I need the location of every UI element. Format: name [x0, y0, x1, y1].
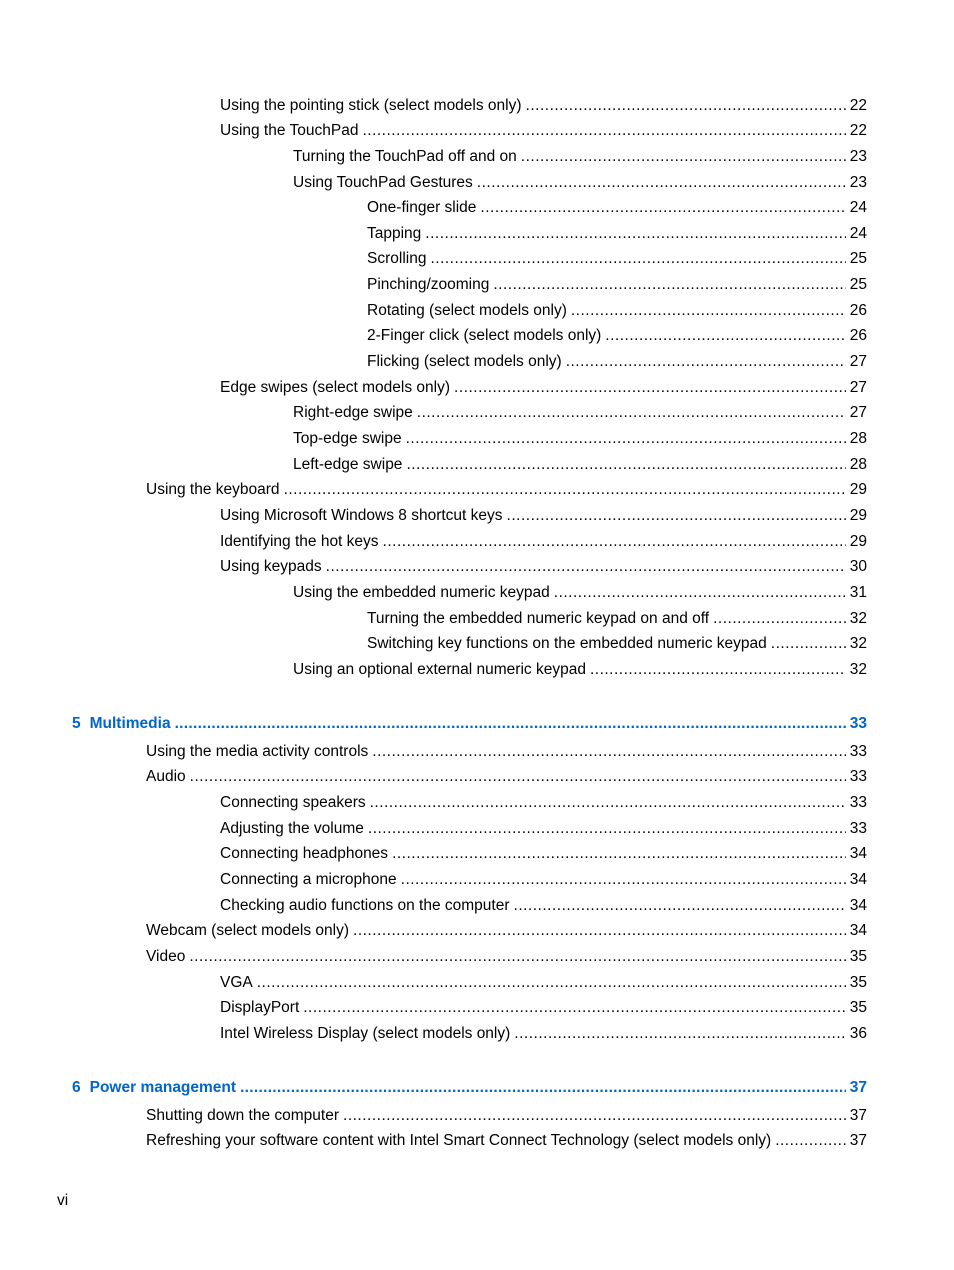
- toc-entry-title: 2-Finger click (select models only): [367, 327, 602, 344]
- toc-page-number: 26: [849, 327, 867, 344]
- toc-entry-title: Connecting a microphone: [220, 871, 397, 888]
- toc-entry[interactable]: [293, 660, 867, 680]
- dot-leader: [368, 819, 846, 839]
- toc-page-number: 27: [849, 379, 867, 396]
- toc-page-number: 30: [849, 558, 867, 575]
- dot-leader: [406, 429, 846, 449]
- toc-entry-title: Adjusting the volume: [220, 820, 364, 837]
- toc-entry-title: Identifying the hot keys: [220, 533, 379, 550]
- dot-leader: [590, 660, 846, 680]
- dot-leader: [343, 1106, 846, 1126]
- dot-leader: [713, 609, 846, 629]
- toc-entry[interactable]: [220, 998, 867, 1018]
- dot-leader: [771, 634, 846, 654]
- toc-entry-title: Connecting speakers: [220, 794, 366, 811]
- toc-entry[interactable]: [146, 480, 867, 500]
- dot-leader: [454, 378, 846, 398]
- toc-page-number: 29: [849, 533, 867, 550]
- toc-page-number: 33: [849, 715, 867, 732]
- toc-page-number: 22: [849, 97, 867, 114]
- dot-leader: [383, 532, 846, 552]
- dot-leader: [775, 1131, 846, 1151]
- toc-chapter-multimedia[interactable]: [72, 714, 867, 734]
- toc-entry-title: Checking audio functions on the computer: [220, 897, 510, 914]
- toc-page-number: 35: [849, 948, 867, 965]
- toc-entry[interactable]: [220, 506, 867, 526]
- toc-page-number: 34: [849, 845, 867, 862]
- dot-leader: [526, 96, 846, 116]
- toc-page-number: 25: [849, 276, 867, 293]
- toc-page-number: 34: [849, 922, 867, 939]
- toc-entry[interactable]: [220, 96, 867, 116]
- toc-entry-title: Using keypads: [220, 558, 322, 575]
- toc-entry-title: Rotating (select models only): [367, 302, 567, 319]
- toc-entry-title: Top-edge swipe: [293, 430, 402, 447]
- toc-entry[interactable]: [367, 198, 867, 218]
- toc-entry-title: Using TouchPad Gestures: [293, 174, 473, 191]
- toc-entry-title: Webcam (select models only): [146, 922, 350, 939]
- toc-entry-title: Right-edge swipe: [293, 404, 413, 421]
- toc-page-number: 37: [849, 1132, 867, 1149]
- toc-entry-title: Using the keyboard: [146, 481, 280, 498]
- toc-page-number: 33: [849, 794, 867, 811]
- toc-entry[interactable]: [220, 973, 867, 993]
- toc-chapter-title: [72, 714, 171, 734]
- toc-entry-title: Intel Wireless Display (select models only): [220, 1025, 511, 1042]
- toc-entry-title: Using the pointing stick (select models only): [220, 97, 522, 114]
- toc-entry-title: Scrolling: [367, 250, 427, 267]
- chapter-name: Multimedia: [89, 715, 171, 732]
- toc-entry[interactable]: [220, 844, 867, 864]
- toc-page-number: 28: [849, 456, 867, 473]
- toc-page-number: 36: [849, 1025, 867, 1042]
- toc-chapter-title: [72, 1078, 236, 1098]
- toc-entry-title: Switching key functions on the embedded numeric keypad: [367, 635, 767, 652]
- toc-entry-title: Using the media activity controls: [146, 743, 369, 760]
- toc-entry[interactable]: [367, 224, 867, 244]
- dot-leader: [605, 326, 845, 346]
- toc-entry-title: Using the TouchPad: [220, 122, 359, 139]
- dot-leader: [257, 973, 846, 993]
- toc-entry[interactable]: [367, 634, 867, 654]
- toc-page-number: 27: [849, 353, 867, 370]
- toc-chapter-power-management[interactable]: [72, 1078, 867, 1098]
- toc-page-number: 32: [849, 610, 867, 627]
- toc-page-number: 31: [849, 584, 867, 601]
- toc-page-number: 24: [849, 225, 867, 242]
- toc-entry[interactable]: [220, 557, 867, 577]
- dot-leader: [303, 998, 846, 1018]
- dot-leader: [240, 1078, 846, 1098]
- toc-entry-title: Refreshing your software content with Intel Smart Connect Technology (select models only): [146, 1132, 772, 1149]
- toc-entry-title: Video: [146, 948, 186, 965]
- chapter-number: 6: [72, 1079, 81, 1096]
- dot-leader: [175, 714, 846, 734]
- toc-entry-title: Audio: [146, 768, 186, 785]
- toc-entry[interactable]: [293, 173, 867, 193]
- toc-entry-title: DisplayPort: [220, 999, 300, 1016]
- toc-entry[interactable]: [367, 249, 867, 269]
- toc-page-number: 29: [849, 481, 867, 498]
- toc-page-number: 28: [849, 430, 867, 447]
- toc-page-number: 34: [849, 871, 867, 888]
- dot-leader: [425, 224, 845, 244]
- dot-leader: [372, 742, 845, 762]
- toc-entry-title: Turning the embedded numeric keypad on and off: [367, 610, 710, 627]
- toc-page-number: 33: [849, 768, 867, 785]
- toc-entry[interactable]: [220, 819, 867, 839]
- toc-entry-title: Edge swipes (select models only): [220, 379, 451, 396]
- toc-entry-title: VGA: [220, 974, 253, 991]
- toc-page-number: 37: [849, 1079, 867, 1096]
- dot-leader: [554, 583, 846, 603]
- toc-page-number: 35: [849, 999, 867, 1016]
- toc-entry[interactable]: [220, 870, 867, 890]
- toc-entry-title: Connecting headphones: [220, 845, 389, 862]
- toc-page-number: 26: [849, 302, 867, 319]
- toc-entry[interactable]: [293, 147, 867, 167]
- dot-leader: [189, 947, 845, 967]
- toc-entry[interactable]: [220, 532, 867, 552]
- dot-leader: [493, 275, 845, 295]
- toc-entry[interactable]: [220, 121, 867, 141]
- toc-entry-title: Tapping: [367, 225, 422, 242]
- dot-leader: [326, 557, 846, 577]
- dot-leader: [284, 480, 846, 500]
- dot-leader: [507, 506, 846, 526]
- chapter-name: Power management: [89, 1079, 237, 1096]
- dot-leader: [392, 844, 846, 864]
- dot-leader: [480, 198, 845, 218]
- toc-entry[interactable]: [293, 403, 867, 423]
- toc-entry[interactable]: [367, 352, 867, 372]
- dot-leader: [370, 793, 846, 813]
- toc-page-number: 35: [849, 974, 867, 991]
- dot-leader: [477, 173, 846, 193]
- dot-leader: [362, 121, 845, 141]
- toc-page-number: 23: [849, 174, 867, 191]
- dot-leader: [566, 352, 846, 372]
- toc-page-number: 34: [849, 897, 867, 914]
- toc-entry[interactable]: [367, 326, 867, 346]
- toc-page-number: 33: [849, 820, 867, 837]
- toc-page-number: 23: [849, 148, 867, 165]
- toc-entry[interactable]: [146, 767, 867, 787]
- toc-entry[interactable]: [146, 1106, 867, 1126]
- page-number-footer: vi: [57, 1192, 69, 1209]
- toc-page-number: 32: [849, 635, 867, 652]
- dot-leader: [406, 455, 845, 475]
- toc-entry[interactable]: [220, 896, 867, 916]
- toc-entry[interactable]: [146, 947, 867, 967]
- dot-leader: [430, 249, 845, 269]
- toc-entry[interactable]: [293, 429, 867, 449]
- toc-entry[interactable]: [367, 609, 867, 629]
- dot-leader: [353, 921, 846, 941]
- toc-entry-title: Left-edge swipe: [293, 456, 403, 473]
- toc-entry-title: Using an optional external numeric keypad: [293, 661, 586, 678]
- dot-leader: [521, 147, 846, 167]
- toc-entry[interactable]: [146, 1131, 867, 1151]
- toc-entry[interactable]: [220, 1024, 867, 1044]
- toc-page-number: 33: [849, 743, 867, 760]
- toc-entry[interactable]: [146, 921, 867, 941]
- toc-entry[interactable]: [293, 455, 867, 475]
- toc-page-number: 22: [849, 122, 867, 139]
- toc-page-number: 37: [849, 1107, 867, 1124]
- toc-page-number: 24: [849, 199, 867, 216]
- toc-entry[interactable]: [293, 583, 867, 603]
- toc-entry-title: Flicking (select models only): [367, 353, 562, 370]
- toc-page-number: 32: [849, 661, 867, 678]
- toc-entry[interactable]: [220, 793, 867, 813]
- toc-entry-title: Pinching/zooming: [367, 276, 490, 293]
- dot-leader: [514, 1024, 845, 1044]
- toc-entry[interactable]: [220, 378, 867, 398]
- toc-page-number: 25: [849, 250, 867, 267]
- dot-leader: [417, 403, 846, 423]
- toc-entry-title: Using Microsoft Windows 8 shortcut keys: [220, 507, 503, 524]
- dot-leader: [190, 767, 846, 787]
- toc-entry[interactable]: [146, 742, 867, 762]
- toc-page-number: 27: [849, 404, 867, 421]
- toc-entry-title: One-finger slide: [367, 199, 477, 216]
- toc-entry[interactable]: [367, 275, 867, 295]
- dot-leader: [514, 896, 846, 916]
- chapter-number: 5: [72, 715, 81, 732]
- dot-leader: [401, 870, 846, 890]
- toc-entry[interactable]: [367, 301, 867, 321]
- toc-entry-title: Using the embedded numeric keypad: [293, 584, 550, 601]
- toc-entry-title: Shutting down the computer: [146, 1107, 340, 1124]
- toc-page-number: 29: [849, 507, 867, 524]
- dot-leader: [571, 301, 846, 321]
- toc-entry-title: Turning the TouchPad off and on: [293, 148, 517, 165]
